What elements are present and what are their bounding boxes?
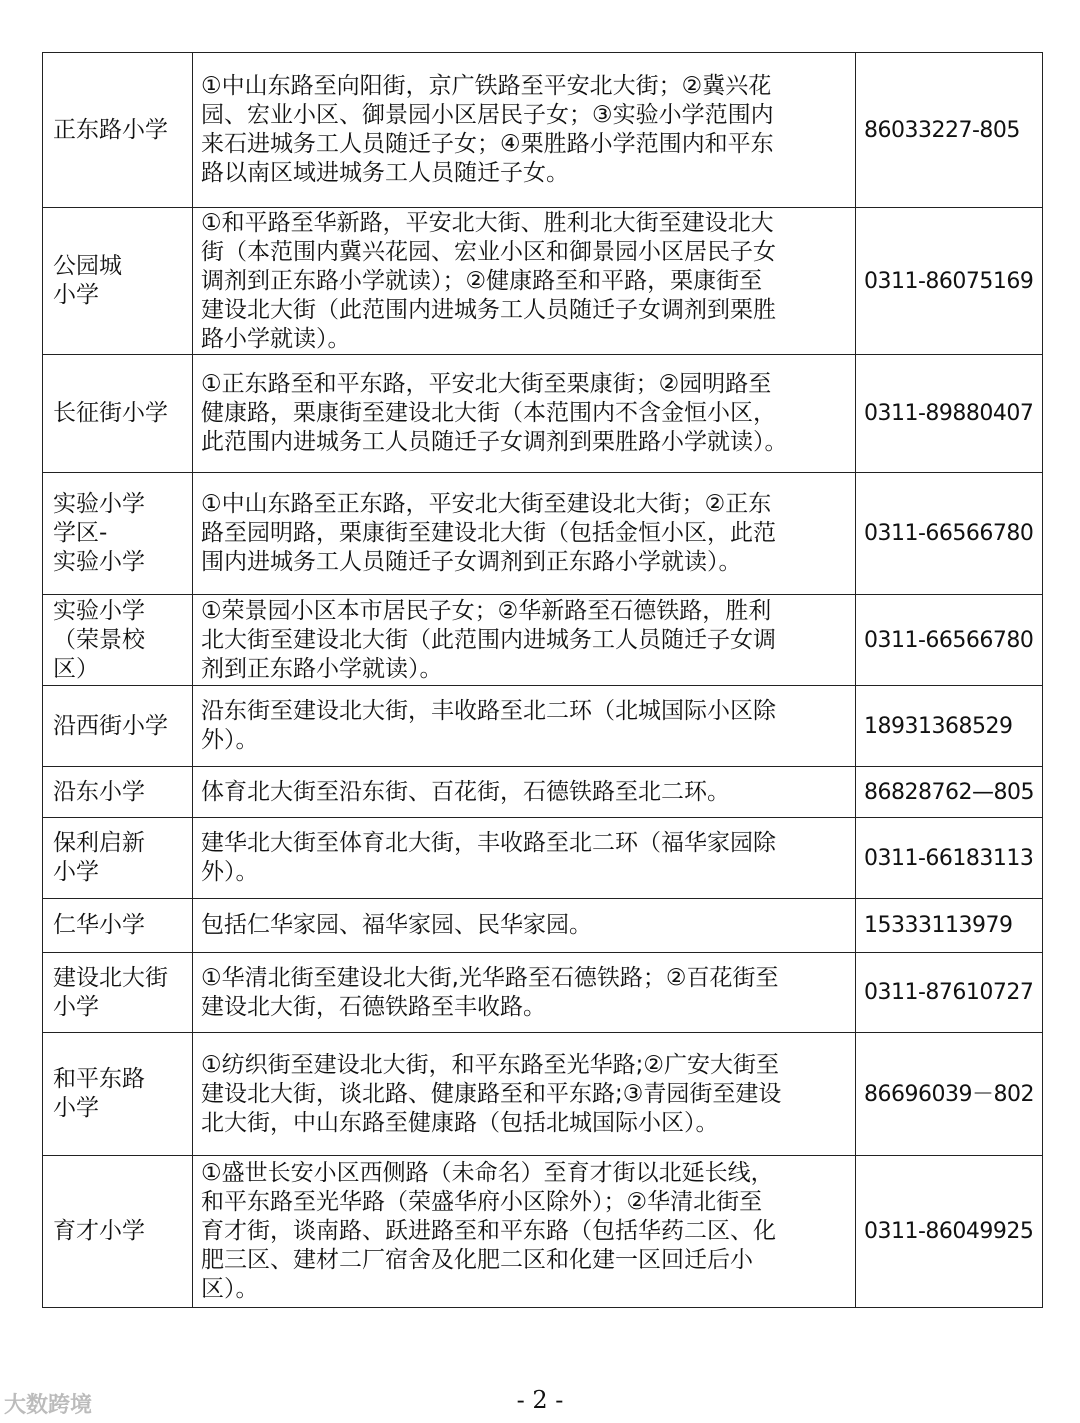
district-area-cell: 建华北大街至体育北大街，丰收路至北二环（福华家园除 外）。 [193,818,856,899]
table-row [43,953,1043,1033]
school-name-cell: 公园城 小学 [43,208,193,355]
table-row [43,818,1043,899]
school-name-cell: 和平东路 小学 [43,1033,193,1156]
phone-cell: 18931368529 [856,686,1043,767]
school-name-cell: 沿东小学 [43,767,193,818]
table-row [43,1156,1043,1308]
phone-cell: 86696039－802 [856,1033,1043,1156]
school-name-cell: 仁华小学 [43,899,193,953]
school-name-cell: 正东路小学 [43,53,193,208]
table-row [43,355,1043,473]
school-name-cell: 长征街小学 [43,355,193,473]
school-name-cell: 保利启新 小学 [43,818,193,899]
district-area-cell: ①和平路至华新路，平安北大街、胜利北大街至建设北大 街（本范围内冀兴花园、宏业小区和御景园小区居民子女 调剂到正东路小学就读）；②健康路至和平路，栗康街至 建设北大街（此范围内进城务工人员随迁子女调剂到栗胜 路小学就读）。 [193,208,856,355]
table-row [43,53,1043,208]
school-district-table [42,52,1043,1308]
school-name-cell: 实验小学 学区- 实验小学 [43,473,193,595]
phone-cell: 86033227-805 [856,53,1043,208]
district-area-cell: 体育北大街至沿东街、百花街，石德铁路至北二环。 [193,767,856,818]
phone-cell: 0311-87610727 [856,953,1043,1033]
district-area-cell: ①华清北街至建设北大街,光华路至石德铁路；②百花街至 建设北大街，石德铁路至丰收路。 [193,953,856,1033]
watermark: 大数跨境 [4,1393,93,1418]
table-row [43,767,1043,818]
school-name-cell: 沿西街小学 [43,686,193,767]
phone-cell: 0311-86049925 [856,1156,1043,1308]
district-area-cell: ①中山东路至正东路，平安北大街至建设北大街；②正东 路至园明路，栗康街至建设北大街（包括金恒小区，此范 围内进城务工人员随迁子女调剂到正东路小学就读）。 [193,473,856,595]
district-area-cell: 沿东街至建设北大街，丰收路至北二环（北城国际小区除 外）。 [193,686,856,767]
district-area-cell: ①正东路至和平东路，平安北大街至栗康街；②园明路至 健康路，栗康街至建设北大街（本范围内不含金恒小区， 此范围内进城务工人员随迁子女调剂到栗胜路小学就读）。 [193,355,856,473]
phone-cell: 0311-86075169 [856,208,1043,355]
phone-cell: 0311-66566780 [856,473,1043,595]
page-number: - 2 - [516,1386,564,1414]
school-name-cell: 实验小学 （荣景校 区） [43,595,193,686]
district-area-cell: 包括仁华家园、福华家园、民华家园。 [193,899,856,953]
district-area-cell: ①纺织街至建设北大街，和平东路至光华路;②广安大街至 建设北大街，谈北路、健康路至和平东路;③青园街至建设 北大街，中山东路至健康路（包括北城国际小区）。 [193,1033,856,1156]
phone-cell: 0311-66183113 [856,818,1043,899]
district-area-cell: ①荣景园小区本市居民子女；②华新路至石德铁路，胜利 北大街至建设北大街（此范围内进城务工人员随迁子女调 剂到正东路小学就读）。 [193,595,856,686]
district-area-cell: ①中山东路至向阳街，京广铁路至平安北大街；②冀兴花 园、宏业小区、御景园小区居民子女；③实验小学范围内 来石进城务工人员随迁子女；④栗胜路小学范围内和平东 路以南区域进城务工人员随迁子女。 [193,53,856,208]
school-name-cell: 育才小学 [43,1156,193,1308]
district-area-cell: ①盛世长安小区西侧路（未命名）至育才街以北延长线， 和平东路至光华路（荣盛华府小区除外）；②华清北街至 育才街，谈南路、跃进路至和平东路（包括华药二区、化 肥三区、建材二厂宿舍及化肥二区和化建一区回迁后小 区）。 [193,1156,856,1308]
phone-cell: 0311-66566780 [856,595,1043,686]
school-name-cell: 建设北大街 小学 [43,953,193,1033]
phone-cell: 15333113979 [856,899,1043,953]
phone-cell: 0311-89880407 [856,355,1043,473]
table-row [43,473,1043,595]
table-row [43,595,1043,686]
table-row [43,686,1043,767]
phone-cell: 86828762—805 [856,767,1043,818]
table-row [43,208,1043,355]
table-row [43,1033,1043,1156]
table-row [43,899,1043,953]
